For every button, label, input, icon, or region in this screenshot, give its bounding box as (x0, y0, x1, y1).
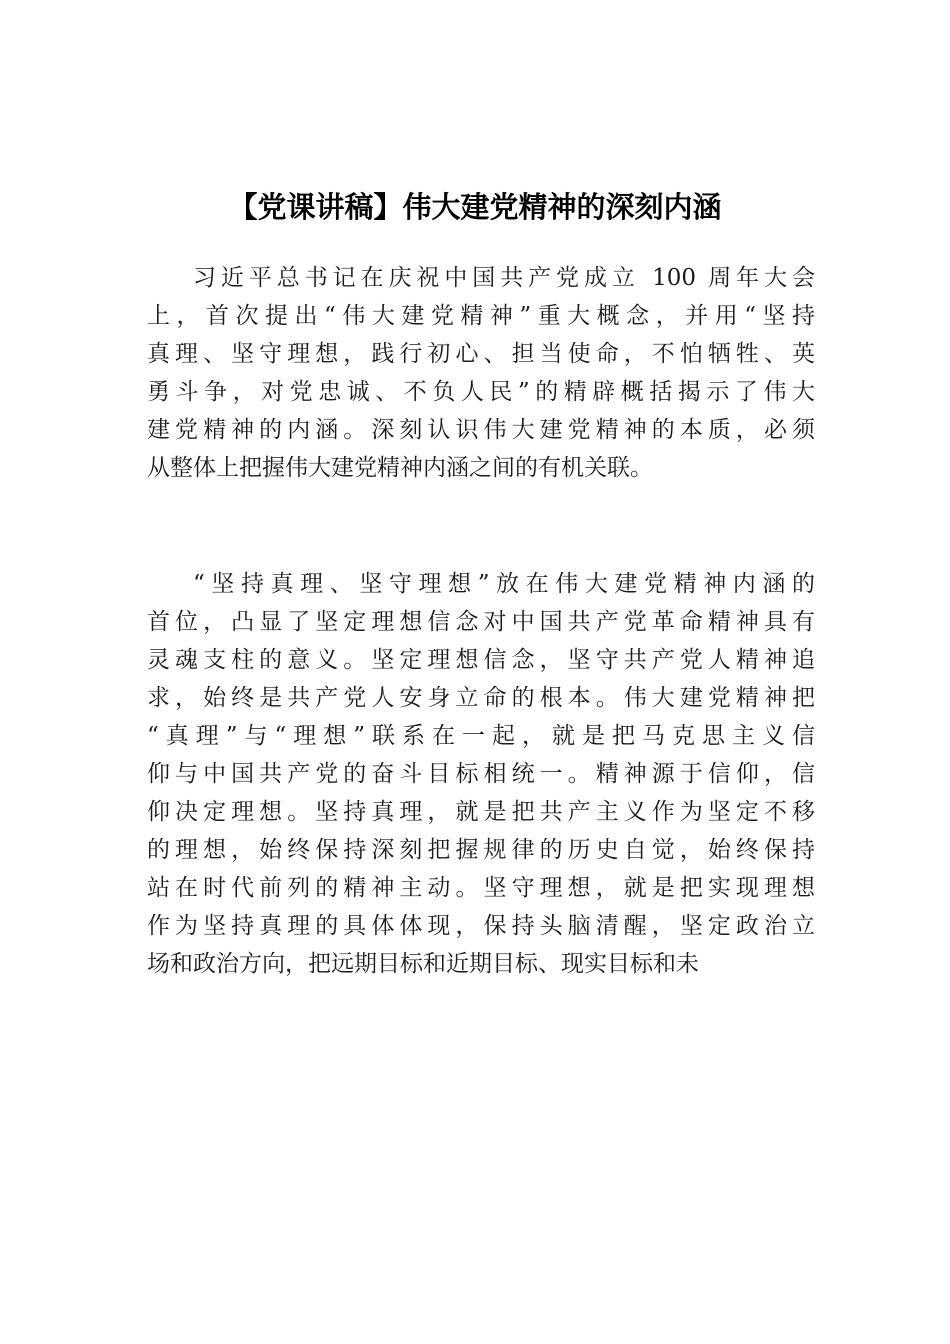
paragraph-line: 上，首次提出“伟大建党精神”重大概念，并用“坚持 (147, 303, 815, 329)
paragraph-line: 的理想，始终保持深刻把握规律的历史自觉，始终保持 (147, 837, 815, 863)
paragraph-line: 灵魂支柱的意义。坚定理想信念，坚守共产党人精神追 (147, 647, 815, 673)
paragraph-line: 作为坚持真理的具体体现，保持头脑清醒，坚定政治立 (147, 913, 815, 939)
paragraph-2 (147, 565, 815, 983)
paragraph-line: 求，始终是共产党人安身立命的根本。伟大建党精神把 (147, 685, 815, 711)
paragraph-line: 场和政治方向，把远期目标和近期目标、现实目标和未 (147, 951, 699, 977)
paragraph-line: 建党精神的内涵。深刻认识伟大建党精神的本质，必须 (147, 417, 815, 443)
paragraph-line: 站在时代前列的精神主动。坚守理想，就是把实现理想 (147, 875, 815, 901)
page-title: 【党课讲稿】伟大建党精神的深刻内涵 (228, 190, 722, 225)
paragraph-line: 仰与中国共产党的奋斗目标相统一。精神源于信仰，信 (147, 761, 815, 787)
paragraph-line: 真理、坚守理想，践行初心、担当使命，不怕牺牲、英 (147, 341, 815, 367)
paragraph-line: 勇斗争，对党忠诚、不负人民”的精辟概括揭示了伟大 (147, 379, 815, 405)
paragraph-1 (147, 259, 815, 487)
paragraph-line: 习近平总书记在庆祝中国共产党成立 100 周年大会 (193, 265, 815, 291)
paragraph-line: 从整体上把握伟大建党精神内涵之间的有机关联。 (147, 455, 653, 481)
paragraph-line: “真理”与“理想”联系在一起，就是把马克思主义信 (147, 723, 815, 749)
paragraph-line: 首位，凸显了坚定理想信念对中国共产党革命精神具有 (147, 609, 815, 635)
paragraph-line: “坚持真理、坚守理想”放在伟大建党精神内涵的 (193, 571, 815, 597)
paragraph-line: 仰决定理想。坚持真理，就是把共产主义作为坚定不移 (147, 799, 815, 825)
